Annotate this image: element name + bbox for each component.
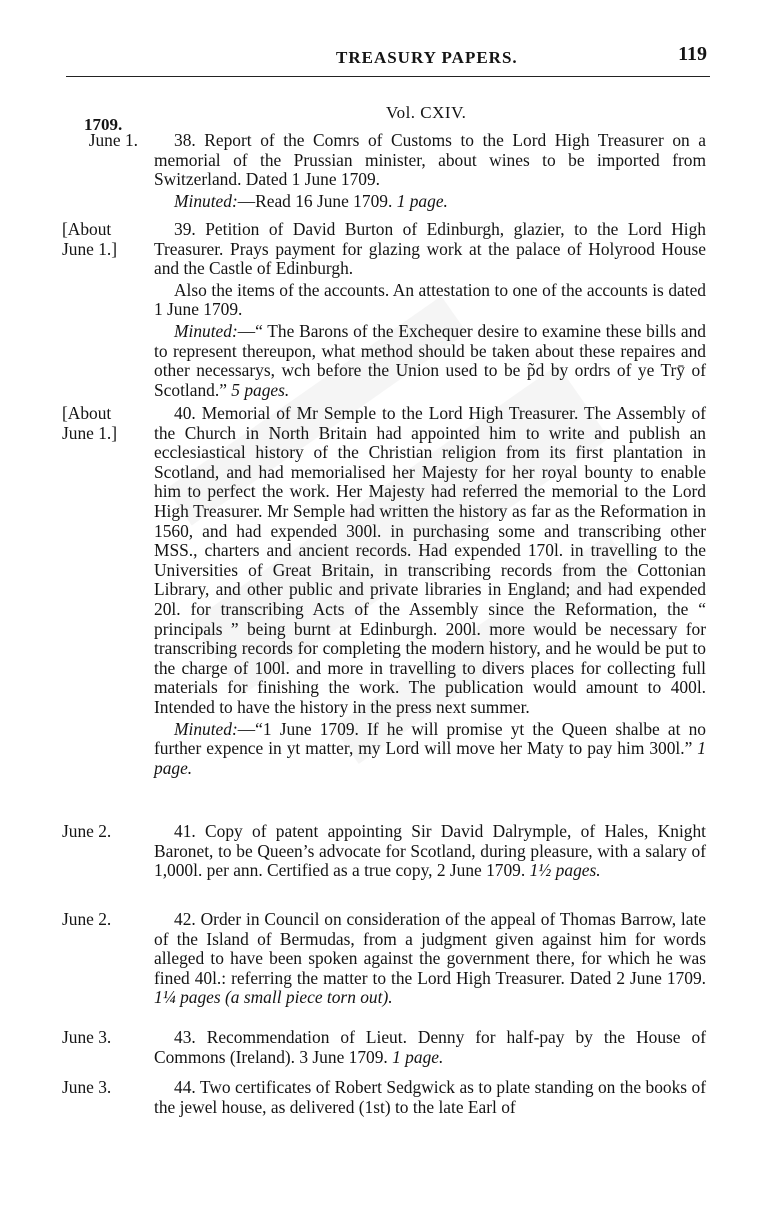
- page-count: 1½ pages.: [529, 860, 601, 881]
- entry-date: [About June 1.]: [62, 403, 118, 443]
- entry-40: [154, 404, 706, 778]
- entry-text: 44. Two certificates of Robert Sedgwick as to plate standing on the books of the jewel house, as delivered (1st) to the late Earl of: [154, 1077, 706, 1117]
- entry-39: [154, 220, 706, 400]
- entry-minute: [154, 322, 706, 400]
- entry-text: [154, 1028, 706, 1067]
- entry-42: [154, 910, 706, 1008]
- entry-38: [154, 131, 706, 211]
- entry-date: June 1.: [88, 130, 138, 150]
- page-count: 1 page.: [154, 738, 706, 778]
- page-number: 119: [678, 43, 707, 65]
- entry-minute: [154, 720, 706, 779]
- volume-heading: Vol. CXIV.: [386, 103, 467, 122]
- page-count: 1 page.: [396, 190, 448, 211]
- entry-date: [About June 1.]: [62, 219, 118, 259]
- entry-text: 38. Report of the Comrs of Customs to the Lord High Treasurer on a memorial of the Prussian minister, about wines to be imported from Switzerland. Dated 1 June 1709.: [154, 130, 706, 190]
- year-heading: 1709.: [84, 115, 123, 134]
- entry-date: June 3.: [62, 1077, 112, 1097]
- entry-44: [154, 1078, 706, 1117]
- entry-date: June 3.: [62, 1027, 112, 1047]
- header-rule: [66, 76, 710, 77]
- running-title: TREASURY PAPERS.: [336, 48, 518, 67]
- entry-text: Also the items of the accounts. An attestation to one of the accounts is dated 1 June 1709.: [154, 279, 706, 320]
- minute-label: Minuted:: [174, 718, 238, 739]
- entry-text: [154, 822, 706, 881]
- entry-date: June 2.: [62, 909, 112, 929]
- minute-text: —Read 16 June 1709.: [237, 190, 393, 211]
- entry-body: 42. Order in Council on consideration of the appeal of Thomas Barrow, late of the Island of Bermudas, from a judgment given against him for words alleged to have been spoken against the government there, for which he was fined 40l.: referring the matter to the Lord High Treasurer. Dated 2 June 1709.: [154, 909, 706, 988]
- page-count: 5 pages.: [231, 379, 290, 400]
- entry-body: 43. Recommendation of Lieut. Denny for half-pay by the House of Commons (Ireland). 3 June 1709.: [154, 1027, 706, 1067]
- entry-body: 41. Copy of patent appointing Sir David Dalrymple, of Hales, Knight Baronet, to be Queen’s advocate for Scotland, during pleasure, with a salary of 1,000l. per ann. Certified as a true copy, 2 June 1709.: [154, 821, 706, 881]
- entry-43: [154, 1028, 706, 1067]
- entry-text: 40. Memorial of Mr Semple to the Lord High Treasurer. The Assembly of the Church in North Britain had appointed him to write and publish an ecclesiastical history of the Christian religion from its first plantation in Scotland, and had memorialised her Majesty for her royal bounty to enable him to perfect the work. Her Majesty had referred the memorial to the Lord High Treasurer. Mr Semple had written the history as far as the Reformation in 1560, and had expended 300l. in purchasing some and transcribing other MSS., charters and ancient records. Had expended 170l. in travelling to the Universities of Great Britain, in transcribing records from the Cottonian Library, and other public and private libraries in England; and had expended 20l. for transcribing Acts of the Assembly since the Reformation, the “ principals ” being burnt at Edinburgh. 200l. more would be necessary for transcribing records for completing the modern history, and he would be put to the charge of 100l. and more in travelling to divers places for collecting full materials for finishing the work. The publication would amount to 400l. Intended to have the history in the press next summer.: [154, 403, 706, 717]
- entry-minute: [154, 192, 706, 212]
- page-count: 1 page.: [392, 1046, 444, 1067]
- entry-date: June 2.: [62, 821, 112, 841]
- entry-text: [154, 910, 706, 1008]
- minute-text: —“1 June 1709. If he will promise yt the Queen shalbe at no further expence in yt matter, my Lord will move her Maty to pay him 300l.”: [154, 718, 706, 759]
- minute-text: —“ The Barons of the Exchequer desire to examine these bills and to represent thereupon, what method should be taken about these repaires and other necessarys, wch before the Union used to be p̃d by ordrs of ye Trȳ of Scotland.”: [154, 320, 706, 400]
- minute-label: Minuted:: [174, 320, 238, 341]
- minute-label: Minuted:: [174, 190, 238, 211]
- entry-text: 39. Petition of David Burton of Edinburgh, glazier, to the Lord High Treasurer. Prays payment for glazing work at the palace of Holyrood House and the Castle of Edinburgh.: [154, 219, 706, 279]
- entry-41: [154, 822, 706, 881]
- page-count: 1¼ pages (a small piece torn out).: [154, 987, 393, 1008]
